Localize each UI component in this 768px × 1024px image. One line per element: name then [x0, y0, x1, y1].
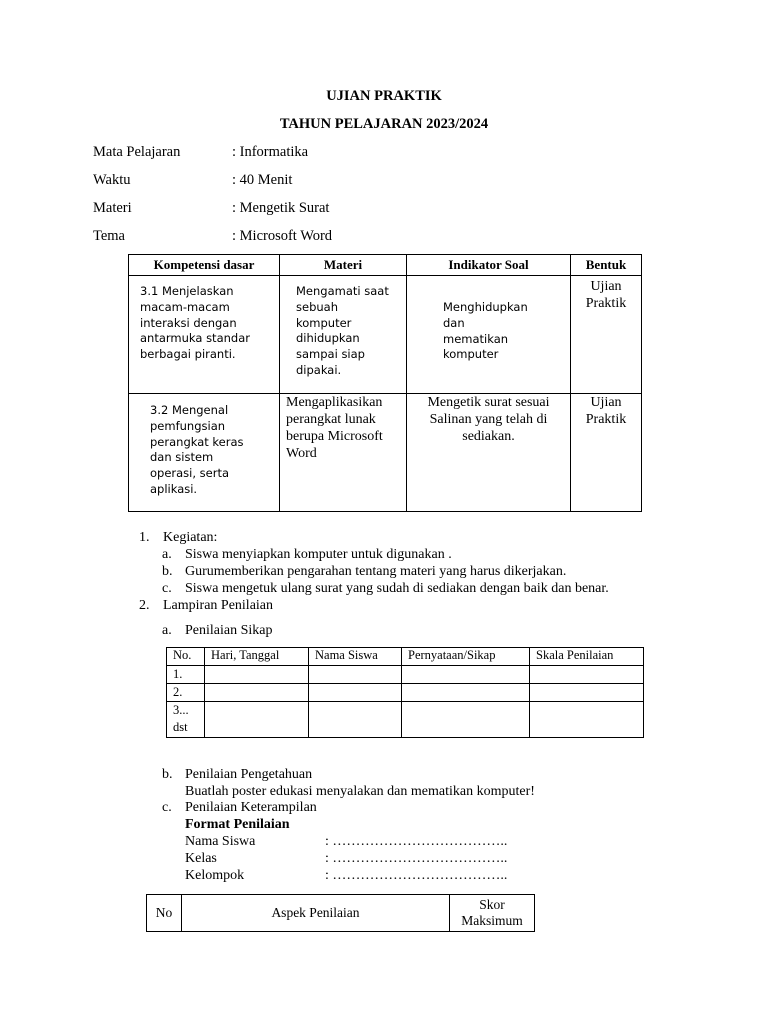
page-subtitle: TAHUN PELAJARAN 2023/2024 — [279, 116, 489, 132]
cell-kd — [129, 394, 280, 512]
header-indikator: Indikator Soal — [407, 255, 571, 276]
header-materi: Materi — [280, 255, 407, 276]
header-aspek: Aspek Penilaian — [182, 895, 450, 932]
meta-value-time: : 40 Menit — [232, 172, 293, 188]
header-kompetensi: Kompetensi dasar — [129, 255, 280, 276]
penilaian-keterampilan-label: Penilaian Keterampilan — [185, 800, 317, 815]
sub-letter: b. — [162, 564, 173, 579]
cell-indikator — [407, 276, 571, 394]
cell-indikator — [407, 394, 571, 512]
sikap-table — [166, 647, 644, 738]
list-item-kegiatan: Kegiatan: — [163, 530, 218, 545]
table-row — [167, 702, 644, 738]
header-no: No. — [167, 648, 205, 666]
cell-bentuk — [571, 394, 642, 512]
sub-item-b: Gurumemberikan pengarahan tentang materi yang harus dikerjakan. — [185, 564, 567, 579]
skor-table — [146, 894, 535, 932]
sub-letter: a. — [162, 623, 172, 638]
field-label-kelompok: Kelompok — [185, 868, 245, 883]
meta-label-time: Waktu — [93, 172, 131, 188]
table-header-row — [129, 255, 642, 276]
sub-item-a: Siswa menyiapkan komputer untuk digunakan . — [185, 547, 452, 562]
bentuk-text: Ujian Praktik — [585, 395, 627, 427]
indikator-text: Menghidupkan dan mematikan komputer — [443, 300, 528, 362]
indikator-text: Mengetik surat sesuai Salinan yang telah di sediakan. — [427, 395, 550, 444]
sub-letter: b. — [162, 767, 173, 782]
meta-label-theme: Tema — [93, 228, 125, 244]
field-value-kelas: : ……………………………….. — [325, 851, 508, 866]
header-nama-siswa: Nama Siswa — [309, 648, 402, 666]
meta-label-material: Materi — [93, 200, 132, 216]
format-penilaian-title: Format Penilaian — [185, 817, 290, 832]
row-number-text: dst — [173, 720, 188, 734]
competency-table — [128, 254, 642, 512]
meta-value-material: : Mengetik Surat — [232, 200, 330, 216]
cell-materi — [280, 276, 407, 394]
table-row — [129, 276, 642, 394]
penilaian-pengetahuan-desc: Buatlah poster edukasi menyalakan dan mematikan komputer! — [185, 784, 535, 799]
field-label-nama: Nama Siswa — [185, 834, 256, 849]
list-number: 2. — [139, 598, 150, 613]
row-number: 1. — [167, 666, 205, 684]
sub-letter: a. — [162, 547, 172, 562]
row-number-text: 3... — [173, 703, 189, 717]
meta-value-theme: : Microsoft Word — [232, 228, 333, 244]
penilaian-sikap-label: Penilaian Sikap — [185, 623, 273, 638]
cell-bentuk — [571, 276, 642, 394]
sub-letter: c. — [162, 581, 172, 596]
field-value-kelompok: : ……………………………….. — [325, 868, 508, 883]
row-number — [167, 702, 205, 738]
meta-label-subject: Mata Pelajaran — [93, 144, 181, 160]
field-label-kelas: Kelas — [185, 851, 217, 866]
list-number: 1. — [139, 530, 150, 545]
table-header-row — [167, 648, 644, 666]
penilaian-pengetahuan-label: Penilaian Pengetahuan — [185, 767, 313, 782]
header-bentuk: Bentuk — [571, 255, 642, 276]
list-item-lampiran: Lampiran Penilaian — [163, 598, 274, 613]
kd-text: 3.2 Mengenal pemfungsian perangkat keras dan sistem operasi, serta aplikasi. — [150, 403, 244, 496]
sub-letter: c. — [162, 800, 172, 815]
header-hari-tanggal: Hari, Tanggal — [205, 648, 309, 666]
cell-kd — [129, 276, 280, 394]
table-row — [167, 684, 644, 702]
kd-text: 3.1 Menjelaskan macam-macam interaksi dengan antarmuka standar berbagai piranti. — [140, 284, 250, 362]
header-no: No — [147, 895, 182, 932]
header-skor: Skor Maksimum — [450, 895, 535, 932]
materi-text: Mengamati saat sebuah komputer dihidupkan sampai siap dipakai. — [296, 284, 389, 377]
table-row — [129, 394, 642, 512]
table-header-row — [147, 895, 535, 932]
table-row — [167, 666, 644, 684]
header-skala: Skala Penilaian — [530, 648, 644, 666]
bentuk-text: Ujian Praktik — [585, 279, 627, 311]
sub-item-c: Siswa mengetuk ulang surat yang sudah di sediakan dengan baik dan benar. — [185, 581, 609, 596]
page-title: UJIAN PRAKTIK — [326, 88, 442, 104]
header-pernyataan: Pernyataan/Sikap — [402, 648, 530, 666]
field-value-nama: : ……………………………….. — [325, 834, 508, 849]
meta-value-subject: : Informatika — [232, 144, 309, 160]
materi-text: Mengaplikasikan perangkat lunak berupa Microsoft Word — [286, 395, 383, 461]
row-number: 2. — [167, 684, 205, 702]
cell-materi — [280, 394, 407, 512]
